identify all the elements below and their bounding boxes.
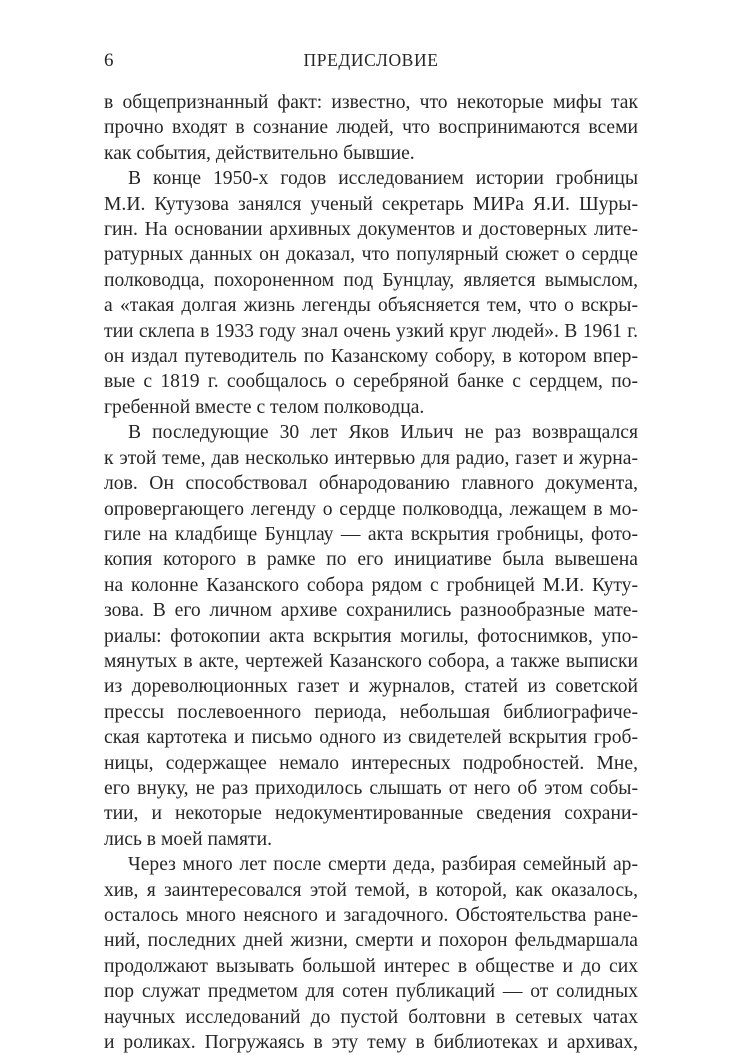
text-line: ская картотека и письмо одного из свидетелей вскрытия гроб- — [104, 727, 638, 749]
text-line: из дореволюционных газет и журналов, статей из советской — [104, 676, 638, 698]
text-line: риалы: фотокопии акта вскрытия могилы, фотоснимков, упо- — [104, 625, 638, 647]
text-line: он издал путеводитель по Казанскому собору, в котором впер- — [104, 346, 638, 368]
text-line: ний, последних дней жизни, смерти и похорон фельдмаршала — [104, 930, 638, 952]
text-line: гиле на кладбище Бунцлау — акта вскрытия гробницы, фото- — [104, 523, 638, 545]
text-line: в общепризнанный факт: известно, что некоторые мифы так — [104, 92, 638, 113]
text-line: тии, и некоторые недокументированные сведения сохрани- — [104, 803, 638, 825]
text-line: В конце 1950-х годов исследованием истории гробницы — [128, 168, 638, 190]
text-line: к этой теме, дав несколько интервью для радио, газет и журна- — [104, 447, 638, 469]
text-line: хив, я заинтересовался этой темой, в которой, как оказалось, — [104, 879, 638, 901]
text-line: полководца, похороненном под Бунцлау, является вымыслом, — [104, 269, 638, 291]
text-line: опровергающего легенду о сердце полководца, лежащем в мо- — [104, 498, 638, 520]
text-line: осталось много неясного и загадочного. Обстоятельства ране- — [104, 905, 638, 926]
text-line: копия которого в рамке по его инициативе была вывешена — [104, 549, 638, 571]
text-line: прессы послевоенного периода, небольшая библиографиче- — [104, 701, 638, 723]
text-line: на колонне Казанского собора рядом с гробницей М.И. Куту- — [104, 574, 638, 596]
text-line: зова. В его личном архиве сохранились разнообразные мате- — [104, 600, 638, 622]
text-line: его внуку, не раз приходилось слышать от него об этом собы- — [104, 777, 638, 799]
paragraph-2 — [104, 166, 638, 420]
page-number: 6 — [104, 50, 114, 71]
text-line: Через много лет после смерти деда, разбирая семейный ар- — [128, 854, 638, 876]
text-line: М.И. Кутузова занялся ученый секретарь МИРа Я.И. Шуры- — [104, 193, 638, 215]
text-line: пор служат предметом для сотен публикаций — от солидных — [104, 981, 638, 1003]
text-line: гин. На основании архивных документов и достоверных лите- — [104, 219, 638, 241]
text-line: продолжают вызывать большой интерес в обществе и до сих — [104, 955, 638, 977]
text-line: лов. Он способствовал обнародованию главного документа, — [104, 473, 638, 495]
text-line: как события, действительно бывшие. — [104, 142, 415, 164]
text-line: и роликах. Погружаясь в эту тему в библиотеках и архивах, — [104, 1032, 638, 1054]
page-header — [104, 50, 638, 80]
paragraph-1 — [104, 90, 638, 166]
text-line: В последующие 30 лет Яков Ильич не раз возвращался — [128, 422, 638, 444]
text-line: вые с 1819 г. сообщалось о серебряной банке с сердцем, по- — [104, 371, 638, 393]
paragraph-3 — [104, 420, 638, 852]
text-line: ницы, содержащее немало интересных подробностей. Мне, — [104, 752, 638, 774]
text-line: тии склепа в 1933 году знал очень узкий круг людей». В 1961 г. — [104, 320, 638, 342]
running-head: ПРЕДИСЛОВИЕ — [303, 50, 439, 70]
body-text — [104, 90, 638, 1055]
text-line: а «такая долгая жизнь легенды объясняется тем, что о вскры- — [104, 295, 638, 317]
text-line: лись в моей памяти. — [104, 828, 273, 850]
text-line: гребенной вместе с телом полководца. — [104, 396, 425, 418]
text-line: научных исследований до пустой болтовни в сетевых чатах — [104, 1006, 638, 1028]
text-line: мянутых в акте, чертежей Казанского собора, а также выписки — [104, 650, 638, 672]
text-line: ратурных данных он доказал, что популярный сюжет о сердце — [104, 244, 638, 266]
text-line: прочно входят в сознание людей, что воспринимаются всеми — [104, 117, 638, 139]
paragraph-4 — [104, 852, 638, 1055]
